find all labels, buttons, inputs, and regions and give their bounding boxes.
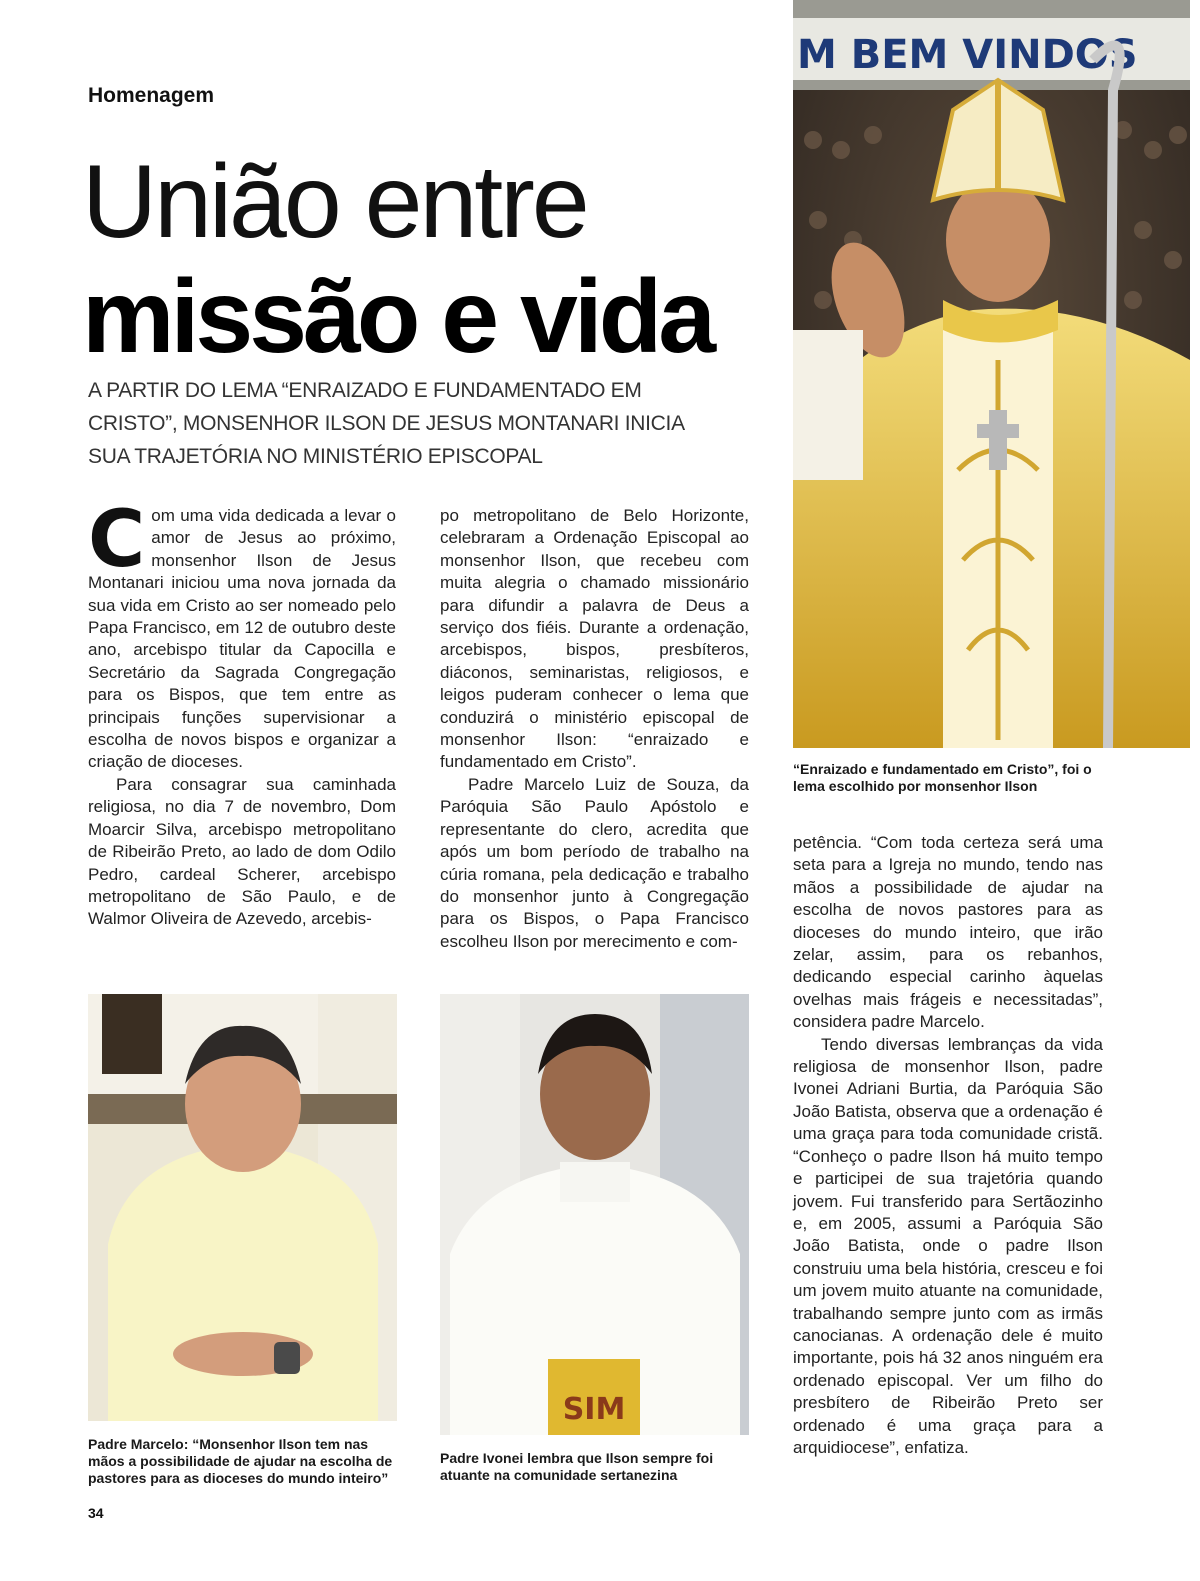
article-column-3 [793,832,1103,1459]
paragraph: po metropolitano de Belo Horizonte, celebraram a Ordenação Episcopal ao monsenhor Ilson, que recebeu com muita alegria o chamado missionário para difundir a palavra de Deus a serviço dos fiéis. Durante a ordenação, arcebispos, bispos, presbíteros, diáconos, seminaristas, religiosos, e leigos puderam conhecer o lema que conduzirá o ministério episcopal de monsenhor Ilson: “enraizado e fundamentado em Cristo”. [440,506,749,772]
paragraph: om uma vida dedicada a levar o amor de Jesus ao próximo, monsenhor Ilson de Jesus Montanari iniciou uma nova jornada da sua vida em Cristo ao ser nomeado pelo Papa Francisco, em 12 de outubro deste ano, arcebispo titular da Capocilla e Secretário da Sagrada Congregação para os Bispos, que tem entre as principais funções supervisionar a escolha de novos bispos e organizar a criação de dioceses. [88,506,396,772]
archbishop-photo [793,0,1190,748]
padre-marcelo-caption: Padre Marcelo: “Monsenhor Ilson tem nas mãos a possibilidade de ajudar na escolha de pastores para as dioceses do mundo inteiro” [88,1436,393,1486]
article-column-1 [88,495,396,931]
subtitle: A PARTIR DO LEMA “ENRAIZADO E FUNDAMENTADO EM CRISTO”, MONSENHOR ILSON DE JESUS MONTANARI INICIA SUA TRAJETÓRIA NO MINISTÉRIO EPISCOPAL [88,379,684,468]
padre-ivonei-caption: Padre Ivonei lembra que Ilson sempre foi atuante na comunidade sertanezina [440,1450,714,1483]
padre-marcelo-photo [88,994,397,1421]
archbishop-illustration [793,0,1190,748]
archbishop-photo-caption: “Enraizado e fundamentado em Cristo”, foi o lema escolhido por monsenhor Ilson [793,761,1092,794]
stole-text: SIM [562,1392,626,1427]
padre-ivonei-illustration [440,994,749,1435]
headline-line-2: missão e vida [82,259,713,375]
paragraph: Padre Marcelo Luiz de Souza, da Paróquia São Paulo Apóstolo e representante do clero, acredita que após um bom período de trabalho na cúria romana, pela dedicação e trabalho do monsenhor junto à Congregação para os Bispos, o Papa Francisco escolheu Ilson por merecimento e com- [440,774,749,951]
article-column-2 [440,505,749,953]
drop-cap: C [88,495,146,585]
padre-ivonei-photo [440,994,749,1435]
paragraph: Tendo diversas lembranças da vida religiosa de monsenhor Ilson, padre Ivonei Adriani Burtia, da Paróquia São João Batista, observa que a ordenação é uma graça para toda comunidade cristã. “Conheço o padre Ilson há muito tempo e participei de sua trajetória quando jovem. Fui transferido para Sertãozinho e, em 2005, assumi a Paróquia São João Batista, onde o padre Ilson construiu uma bela história, cresceu e foi um jovem muito atuante na comunidade, trabalhando sempre junto com as irmãs canocianas. A ordenação dele é muito importante, pois há 32 anos ninguém era ordenado episcopal. Ver um filho do presbítero de Ribeirão Preto ser ordenado é uma graça para a arquidiocese”, enfatiza. [793,1034,1103,1457]
page-number: 34 [88,1505,104,1521]
padre-marcelo-illustration [88,994,397,1421]
section-label: Homenagem [88,84,215,107]
paragraph: Para consagrar sua caminhada religiosa, no dia 7 de novembro, Dom Moarcir Silva, arcebispo metropolitano de Ribeirão Preto, ao lado de dom Odilo Pedro, cardeal Scherer, arcebispo metropolitano de São Paulo, e de Walmor Oliveira de Azevedo, arcebis- [88,774,396,929]
headline-line-1: União entre [82,144,587,260]
welcome-banner-text: M BEM VINDOS [797,32,1138,78]
paragraph: petência. “Com toda certeza será uma seta para a Igreja no mundo, tendo nas mãos a possibilidade de ajudar na escolha de novos pastores para as dioceses do mundo inteiro, que irão zelar, assim, para os rebanhos, dedicando especial carinho àquelas ovelhas mais frágeis e necessitadas”, considera padre Marcelo. [793,833,1103,1032]
